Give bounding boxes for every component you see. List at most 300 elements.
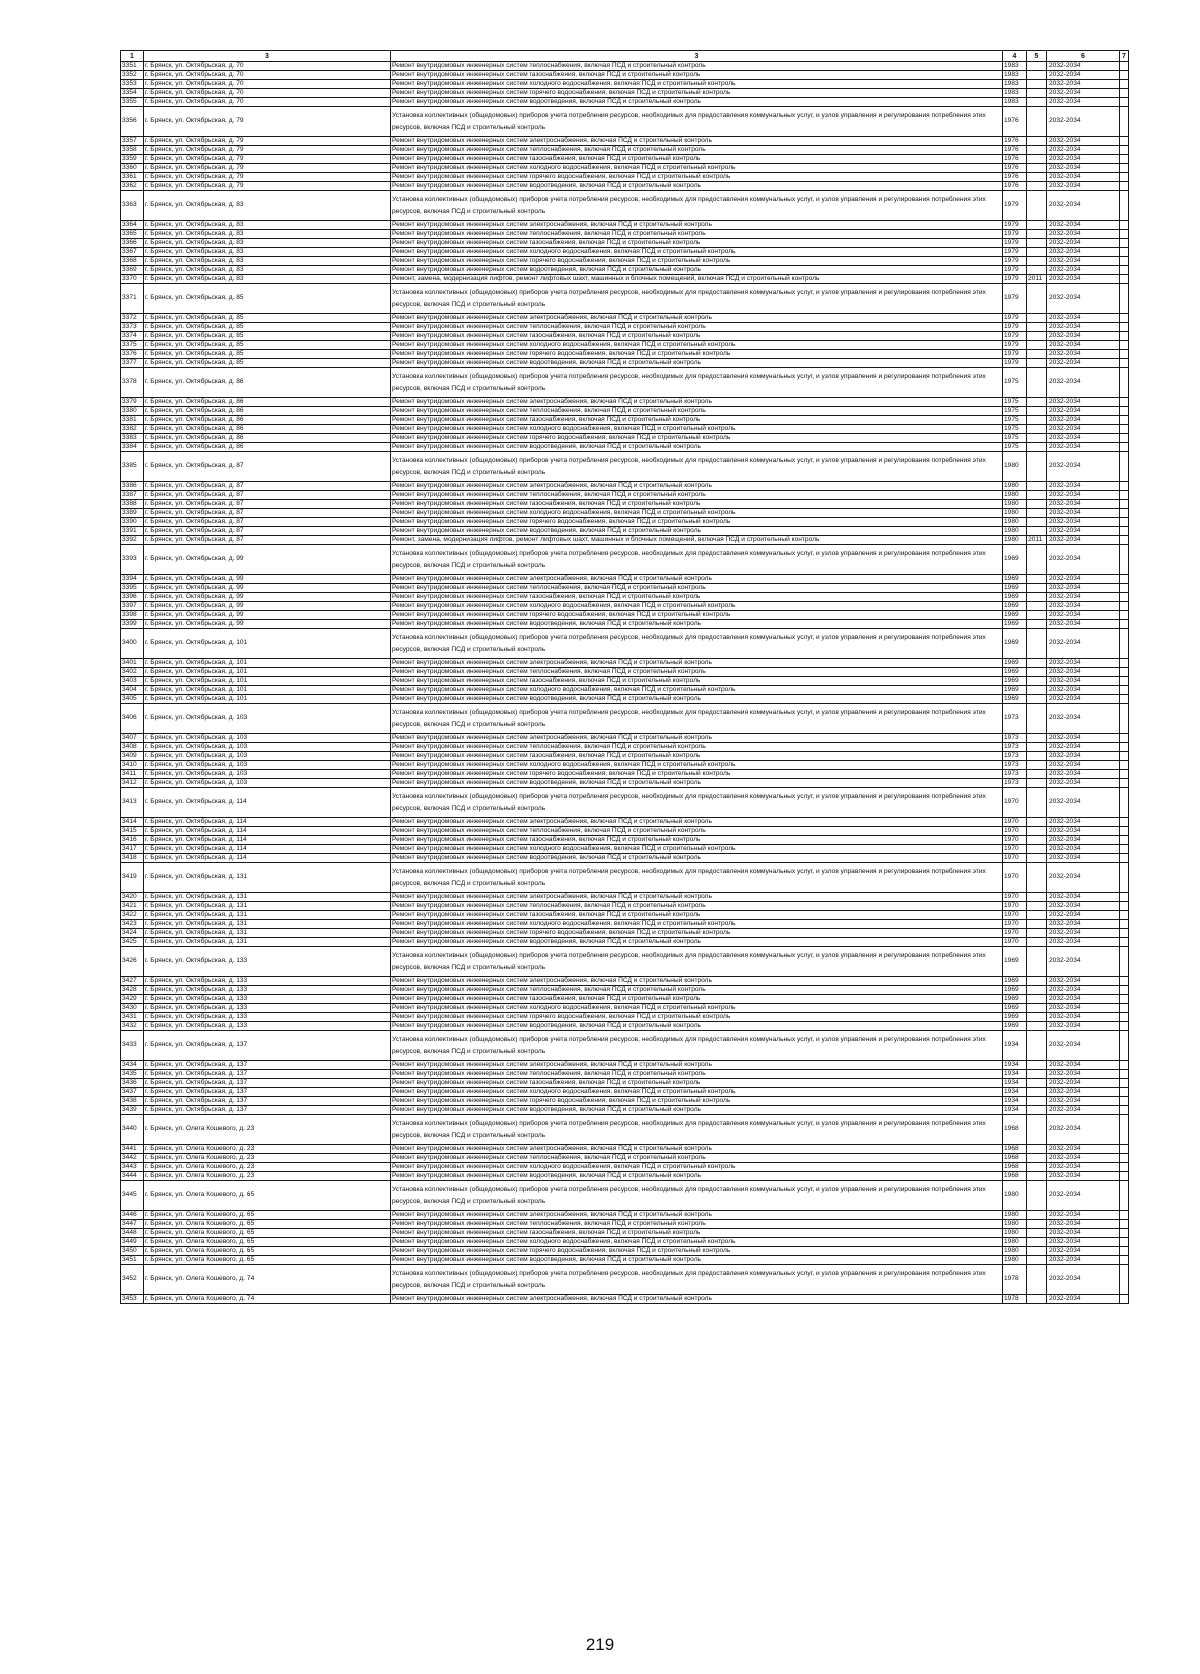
work-type-cell: Ремонт внутридомовых инженерных систем теплоснабжения, включая ПСД и строительный контроль	[391, 62, 1003, 71]
column-7-cell	[1120, 350, 1129, 359]
planned-period-cell: 2032-2034	[1047, 509, 1120, 518]
year-built-cell: 1983	[1003, 98, 1027, 107]
planned-period-cell: 2032-2034	[1047, 659, 1120, 668]
work-type-cell: Ремонт внутридомовых инженерных систем холодного водоснабжения, включая ПСД и строительный контроль	[391, 509, 1003, 518]
column-5-cell	[1027, 827, 1047, 836]
table-row	[121, 452, 1129, 482]
address-cell: г. Брянск, ул. Октябрьская, д. 85	[144, 284, 391, 314]
column-5-cell	[1027, 1088, 1047, 1097]
planned-period-cell: 2032-2034	[1047, 770, 1120, 779]
row-number-cell: 3441	[121, 1145, 144, 1154]
table-row	[121, 239, 1129, 248]
column-5-cell	[1027, 1181, 1047, 1211]
column-5-cell	[1027, 677, 1047, 686]
planned-period-cell: 2032-2034	[1047, 1256, 1120, 1265]
row-number-cell: 3444	[121, 1172, 144, 1181]
address-cell: г. Брянск, ул. Октябрьская, д. 137	[144, 1031, 391, 1061]
address-cell: г. Брянск, ул. Октябрьская, д. 70	[144, 98, 391, 107]
address-cell: г. Брянск, ул. Октябрьская, д. 79	[144, 155, 391, 164]
planned-period-cell: 2032-2034	[1047, 629, 1120, 659]
address-cell: г. Брянск, ул. Октябрьская, д. 86	[144, 434, 391, 443]
planned-period-cell: 2032-2034	[1047, 107, 1120, 137]
row-number-cell: 3435	[121, 1070, 144, 1079]
column-5-cell	[1027, 398, 1047, 407]
year-built-cell: 1980	[1003, 491, 1027, 500]
year-built-cell: 1969	[1003, 1013, 1027, 1022]
column-5-cell	[1027, 686, 1047, 695]
year-built-cell: 1968	[1003, 1172, 1027, 1181]
row-number-cell: 3409	[121, 752, 144, 761]
column-5-cell	[1027, 629, 1047, 659]
table-row	[121, 146, 1129, 155]
column-5-cell	[1027, 929, 1047, 938]
table-row	[121, 284, 1129, 314]
table-row	[121, 677, 1129, 686]
work-type-cell: Ремонт внутридомовых инженерных систем электроснабжения, включая ПСД и строительный контроль	[391, 1295, 1003, 1304]
address-cell: г. Брянск, ул. Октябрьская, д. 137	[144, 1097, 391, 1106]
row-number-cell: 3369	[121, 266, 144, 275]
column-7-cell	[1120, 314, 1129, 323]
work-type-cell: Ремонт внутридомовых инженерных систем холодного водоснабжения, включая ПСД и строительный контроль	[391, 425, 1003, 434]
column-5-cell	[1027, 332, 1047, 341]
work-type-cell: Ремонт внутридомовых инженерных систем электроснабжения, включая ПСД и строительный контроль	[391, 221, 1003, 230]
planned-period-cell: 2032-2034	[1047, 1163, 1120, 1172]
row-number-cell: 3421	[121, 902, 144, 911]
column-7-cell	[1120, 929, 1129, 938]
work-type-cell: Ремонт внутридомовых инженерных систем теплоснабжения, включая ПСД и строительный контроль	[391, 146, 1003, 155]
year-built-cell: 1934	[1003, 1097, 1027, 1106]
column-5-cell	[1027, 584, 1047, 593]
planned-period-cell: 2032-2034	[1047, 284, 1120, 314]
work-type-cell: Ремонт внутридомовых инженерных систем электроснабжения, включая ПСД и строительный контроль	[391, 137, 1003, 146]
table-row	[121, 443, 1129, 452]
row-number-cell: 3450	[121, 1247, 144, 1256]
planned-period-cell: 2032-2034	[1047, 818, 1120, 827]
work-type-cell: Ремонт внутридомовых инженерных систем газоснабжения, включая ПСД и строительный контроль	[391, 332, 1003, 341]
column-7-cell	[1120, 1256, 1129, 1265]
address-cell: г. Брянск, ул. Октябрьская, д. 70	[144, 80, 391, 89]
year-built-cell: 1978	[1003, 1295, 1027, 1304]
planned-period-cell: 2032-2034	[1047, 1031, 1120, 1061]
work-type-cell: Ремонт внутридомовых инженерных систем горячего водоснабжения, включая ПСД и строительный контроль	[391, 89, 1003, 98]
address-cell: г. Брянск, ул. Октябрьская, д. 99	[144, 602, 391, 611]
table-row	[121, 920, 1129, 929]
table-row	[121, 620, 1129, 629]
column-5-cell	[1027, 80, 1047, 89]
planned-period-cell: 2032-2034	[1047, 929, 1120, 938]
planned-period-cell: 2032-2034	[1047, 1172, 1120, 1181]
year-built-cell: 1979	[1003, 230, 1027, 239]
row-number-cell: 3363	[121, 191, 144, 221]
address-cell: г. Брянск, ул. Октябрьская, д. 114	[144, 827, 391, 836]
planned-period-cell: 2032-2034	[1047, 938, 1120, 947]
column-7-cell	[1120, 1172, 1129, 1181]
column-5-cell	[1027, 518, 1047, 527]
planned-period-cell: 2032-2034	[1047, 536, 1120, 545]
year-built-cell: 1968	[1003, 1145, 1027, 1154]
column-5-cell	[1027, 314, 1047, 323]
year-built-cell: 1980	[1003, 1229, 1027, 1238]
table-row	[121, 836, 1129, 845]
column-7-cell	[1120, 986, 1129, 995]
row-number-cell: 3451	[121, 1256, 144, 1265]
column-5-cell	[1027, 452, 1047, 482]
header-cell: 3	[144, 51, 391, 62]
column-7-cell	[1120, 164, 1129, 173]
work-type-cell: Ремонт внутридомовых инженерных систем теплоснабжения, включая ПСД и строительный контроль	[391, 230, 1003, 239]
planned-period-cell: 2032-2034	[1047, 947, 1120, 977]
year-built-cell: 1980	[1003, 536, 1027, 545]
table-row	[121, 629, 1129, 659]
column-7-cell	[1120, 146, 1129, 155]
table-row	[121, 527, 1129, 536]
address-cell: г. Брянск, ул. Октябрьская, д. 131	[144, 929, 391, 938]
work-type-cell: Ремонт внутридомовых инженерных систем водоотведения, включая ПСД и строительный контроль	[391, 1256, 1003, 1265]
column-5-cell	[1027, 779, 1047, 788]
row-number-cell: 3406	[121, 704, 144, 734]
row-number-cell: 3362	[121, 182, 144, 191]
planned-period-cell: 2032-2034	[1047, 230, 1120, 239]
address-cell: г. Брянск, ул. Октябрьская, д. 137	[144, 1061, 391, 1070]
column-5-cell	[1027, 425, 1047, 434]
work-type-cell: Установка коллективных (общедомовых) приборов учета потребления ресурсов, необходимых для предоставления коммунальных услуг, и узлов управления и регулирования потребления этих ресурсов, включая ПСД и строительный контроль	[391, 1031, 1003, 1061]
column-5-cell	[1027, 1220, 1047, 1229]
planned-period-cell: 2032-2034	[1047, 98, 1120, 107]
column-7-cell	[1120, 266, 1129, 275]
planned-period-cell: 2032-2034	[1047, 1097, 1120, 1106]
table-row	[121, 398, 1129, 407]
address-cell: г. Брянск, ул. Октябрьская, д. 87	[144, 482, 391, 491]
column-7-cell	[1120, 1295, 1129, 1304]
year-built-cell: 1980	[1003, 527, 1027, 536]
table-row	[121, 491, 1129, 500]
column-7-cell	[1120, 1013, 1129, 1022]
year-built-cell: 1970	[1003, 911, 1027, 920]
work-type-cell: Ремонт внутридомовых инженерных систем водоотведения, включая ПСД и строительный контроль	[391, 938, 1003, 947]
column-7-cell	[1120, 137, 1129, 146]
column-5-cell	[1027, 761, 1047, 770]
planned-period-cell: 2032-2034	[1047, 1265, 1120, 1295]
table-row	[121, 221, 1129, 230]
address-cell: г. Брянск, ул. Октябрьская, д. 131	[144, 920, 391, 929]
year-built-cell: 1980	[1003, 452, 1027, 482]
work-type-cell: Ремонт внутридомовых инженерных систем водоотведения, включая ПСД и строительный контроль	[391, 98, 1003, 107]
table-row	[121, 275, 1129, 284]
column-5-cell	[1027, 1172, 1047, 1181]
column-5-cell	[1027, 920, 1047, 929]
planned-period-cell: 2032-2034	[1047, 173, 1120, 182]
column-7-cell	[1120, 239, 1129, 248]
planned-period-cell: 2032-2034	[1047, 1061, 1120, 1070]
address-cell: г. Брянск, ул. Октябрьская, д. 87	[144, 509, 391, 518]
row-number-cell: 3402	[121, 668, 144, 677]
work-type-cell: Ремонт внутридомовых инженерных систем теплоснабжения, включая ПСД и строительный контроль	[391, 743, 1003, 752]
work-type-cell: Ремонт внутридомовых инженерных систем газоснабжения, включая ПСД и строительный контроль	[391, 995, 1003, 1004]
year-built-cell: 1975	[1003, 368, 1027, 398]
work-type-cell: Ремонт внутридомовых инженерных систем теплоснабжения, включая ПСД и строительный контроль	[391, 1154, 1003, 1163]
address-cell: г. Брянск, ул. Октябрьская, д. 79	[144, 146, 391, 155]
column-5-cell	[1027, 1145, 1047, 1154]
work-type-cell: Ремонт внутридомовых инженерных систем водоотведения, включая ПСД и строительный контроль	[391, 266, 1003, 275]
row-number-cell: 3425	[121, 938, 144, 947]
row-number-cell: 3396	[121, 593, 144, 602]
column-5-cell	[1027, 704, 1047, 734]
column-5-cell	[1027, 986, 1047, 995]
work-type-cell: Установка коллективных (общедомовых) приборов учета потребления ресурсов, необходимых для предоставления коммунальных услуг, и узлов управления и регулирования потребления этих ресурсов, включая ПСД и строительный контроль	[391, 863, 1003, 893]
row-number-cell: 3400	[121, 629, 144, 659]
year-built-cell: 1980	[1003, 1181, 1027, 1211]
column-7-cell	[1120, 434, 1129, 443]
year-built-cell: 1973	[1003, 779, 1027, 788]
year-built-cell: 1980	[1003, 1247, 1027, 1256]
year-built-cell: 1979	[1003, 221, 1027, 230]
column-7-cell	[1120, 1247, 1129, 1256]
row-number-cell: 3401	[121, 659, 144, 668]
year-built-cell: 1969	[1003, 629, 1027, 659]
table-row	[121, 350, 1129, 359]
work-type-cell: Ремонт внутридомовых инженерных систем водоотведения, включая ПСД и строительный контроль	[391, 695, 1003, 704]
address-cell: г. Брянск, ул. Олега Кошевого, д. 65	[144, 1229, 391, 1238]
column-7-cell	[1120, 575, 1129, 584]
row-number-cell: 3423	[121, 920, 144, 929]
year-built-cell: 1969	[1003, 986, 1027, 995]
row-number-cell: 3438	[121, 1097, 144, 1106]
table-row	[121, 584, 1129, 593]
table-row	[121, 575, 1129, 584]
row-number-cell: 3428	[121, 986, 144, 995]
column-5-cell	[1027, 1229, 1047, 1238]
column-5-cell	[1027, 62, 1047, 71]
address-cell: г. Брянск, ул. Олега Кошевого, д. 23	[144, 1172, 391, 1181]
year-built-cell: 1970	[1003, 863, 1027, 893]
table-row	[121, 257, 1129, 266]
table-row	[121, 752, 1129, 761]
table-row	[121, 62, 1129, 71]
year-built-cell: 1978	[1003, 1265, 1027, 1295]
planned-period-cell: 2032-2034	[1047, 164, 1120, 173]
table-row	[121, 1013, 1129, 1022]
column-7-cell	[1120, 1031, 1129, 1061]
table-row	[121, 1211, 1129, 1220]
table-row	[121, 1295, 1129, 1304]
planned-period-cell: 2032-2034	[1047, 1295, 1120, 1304]
column-7-cell	[1120, 341, 1129, 350]
column-5-cell	[1027, 1004, 1047, 1013]
address-cell: г. Брянск, ул. Олега Кошевого, д. 65	[144, 1256, 391, 1265]
address-cell: г. Брянск, ул. Октябрьская, д. 83	[144, 230, 391, 239]
table-row	[121, 734, 1129, 743]
year-built-cell: 1979	[1003, 314, 1027, 323]
table-row	[121, 770, 1129, 779]
table-row	[121, 938, 1129, 947]
row-number-cell: 3414	[121, 818, 144, 827]
row-number-cell: 3361	[121, 173, 144, 182]
row-number-cell: 3442	[121, 1154, 144, 1163]
planned-period-cell: 2032-2034	[1047, 323, 1120, 332]
planned-period-cell: 2032-2034	[1047, 611, 1120, 620]
column-7-cell	[1120, 977, 1129, 986]
table-row	[121, 137, 1129, 146]
year-built-cell: 1979	[1003, 332, 1027, 341]
row-number-cell: 3371	[121, 284, 144, 314]
row-number-cell: 3367	[121, 248, 144, 257]
work-type-cell: Ремонт внутридомовых инженерных систем теплоснабжения, включая ПСД и строительный контроль	[391, 1070, 1003, 1079]
column-7-cell	[1120, 527, 1129, 536]
column-7-cell	[1120, 230, 1129, 239]
column-5-cell	[1027, 230, 1047, 239]
year-built-cell: 1970	[1003, 854, 1027, 863]
row-number-cell: 3386	[121, 482, 144, 491]
column-7-cell	[1120, 770, 1129, 779]
year-built-cell: 1979	[1003, 257, 1027, 266]
year-built-cell: 1976	[1003, 173, 1027, 182]
address-cell: г. Брянск, ул. Октябрьская, д. 87	[144, 500, 391, 509]
column-5-cell	[1027, 1013, 1047, 1022]
table-row	[121, 407, 1129, 416]
column-7-cell	[1120, 1061, 1129, 1070]
column-5-cell	[1027, 71, 1047, 80]
table-row	[121, 1022, 1129, 1031]
column-7-cell	[1120, 368, 1129, 398]
row-number-cell: 3452	[121, 1265, 144, 1295]
planned-period-cell: 2032-2034	[1047, 743, 1120, 752]
table-row	[121, 779, 1129, 788]
row-number-cell: 3384	[121, 443, 144, 452]
work-type-cell: Ремонт внутридомовых инженерных систем газоснабжения, включая ПСД и строительный контроль	[391, 1229, 1003, 1238]
table-row	[121, 977, 1129, 986]
year-built-cell: 1980	[1003, 1211, 1027, 1220]
row-number-cell: 3378	[121, 368, 144, 398]
table-row	[121, 71, 1129, 80]
address-cell: г. Брянск, ул. Октябрьская, д. 83	[144, 248, 391, 257]
column-7-cell	[1120, 752, 1129, 761]
table-row	[121, 1238, 1129, 1247]
year-built-cell: 1973	[1003, 743, 1027, 752]
table-row	[121, 107, 1129, 137]
column-5-cell	[1027, 407, 1047, 416]
planned-period-cell: 2032-2034	[1047, 452, 1120, 482]
year-built-cell: 1975	[1003, 434, 1027, 443]
table-row	[121, 659, 1129, 668]
work-type-cell: Ремонт, замена, модернизация лифтов, ремонт лифтовых шахт, машинных и блочных помещений, включая ПСД и строительный контроль	[391, 536, 1003, 545]
address-cell: г. Брянск, ул. Олега Кошевого, д. 74	[144, 1265, 391, 1295]
column-7-cell	[1120, 1004, 1129, 1013]
table-row	[121, 416, 1129, 425]
column-7-cell	[1120, 863, 1129, 893]
year-built-cell: 1979	[1003, 284, 1027, 314]
address-cell: г. Брянск, ул. Октябрьская, д. 86	[144, 425, 391, 434]
address-cell: г. Брянск, ул. Октябрьская, д. 114	[144, 818, 391, 827]
row-number-cell: 3412	[121, 779, 144, 788]
work-type-cell: Ремонт внутридомовых инженерных систем горячего водоснабжения, включая ПСД и строительный контроль	[391, 929, 1003, 938]
year-built-cell: 1969	[1003, 575, 1027, 584]
year-built-cell: 1983	[1003, 62, 1027, 71]
column-7-cell	[1120, 500, 1129, 509]
table-row	[121, 359, 1129, 368]
column-5-cell	[1027, 1295, 1047, 1304]
column-7-cell	[1120, 359, 1129, 368]
column-5-cell	[1027, 836, 1047, 845]
work-type-cell: Ремонт внутридомовых инженерных систем водоотведения, включая ПСД и строительный контроль	[391, 1172, 1003, 1181]
row-number-cell: 3372	[121, 314, 144, 323]
column-5-cell	[1027, 221, 1047, 230]
year-built-cell: 1970	[1003, 902, 1027, 911]
address-cell: г. Брянск, ул. Октябрьская, д. 103	[144, 743, 391, 752]
column-5-cell	[1027, 863, 1047, 893]
column-7-cell	[1120, 332, 1129, 341]
table-row	[121, 947, 1129, 977]
column-5-cell	[1027, 854, 1047, 863]
row-number-cell: 3355	[121, 98, 144, 107]
work-type-cell: Ремонт внутридомовых инженерных систем холодного водоснабжения, включая ПСД и строительный контроль	[391, 1238, 1003, 1247]
address-cell: г. Брянск, ул. Октябрьская, д. 83	[144, 239, 391, 248]
address-cell: г. Брянск, ул. Октябрьская, д. 83	[144, 266, 391, 275]
column-7-cell	[1120, 1154, 1129, 1163]
year-built-cell: 1970	[1003, 938, 1027, 947]
address-cell: г. Брянск, ул. Октябрьская, д. 131	[144, 893, 391, 902]
table-row	[121, 911, 1129, 920]
planned-period-cell: 2032-2034	[1047, 62, 1120, 71]
address-cell: г. Брянск, ул. Октябрьская, д. 85	[144, 359, 391, 368]
work-type-cell: Установка коллективных (общедомовых) приборов учета потребления ресурсов, необходимых для предоставления коммунальных услуг, и узлов управления и регулирования потребления этих ресурсов, включая ПСД и строительный контроль	[391, 368, 1003, 398]
year-built-cell: 1973	[1003, 704, 1027, 734]
table-row	[121, 164, 1129, 173]
row-number-cell: 3404	[121, 686, 144, 695]
column-5-cell	[1027, 995, 1047, 1004]
table-row	[121, 500, 1129, 509]
work-type-cell: Ремонт внутридомовых инженерных систем электроснабжения, включая ПСД и строительный контроль	[391, 314, 1003, 323]
year-built-cell: 1969	[1003, 545, 1027, 575]
row-number-cell: 3351	[121, 62, 144, 71]
planned-period-cell: 2032-2034	[1047, 1079, 1120, 1088]
column-7-cell	[1120, 995, 1129, 1004]
planned-period-cell: 2032-2034	[1047, 221, 1120, 230]
year-built-cell: 1979	[1003, 266, 1027, 275]
table-row	[121, 518, 1129, 527]
address-cell: г. Брянск, ул. Октябрьская, д. 70	[144, 62, 391, 71]
work-type-cell: Ремонт внутридомовых инженерных систем электроснабжения, включая ПСД и строительный контроль	[391, 482, 1003, 491]
planned-period-cell: 2032-2034	[1047, 1088, 1120, 1097]
column-5-cell	[1027, 902, 1047, 911]
planned-period-cell: 2032-2034	[1047, 677, 1120, 686]
work-type-cell: Ремонт внутридомовых инженерных систем холодного водоснабжения, включая ПСД и строительный контроль	[391, 164, 1003, 173]
planned-period-cell: 2032-2034	[1047, 341, 1120, 350]
planned-period-cell: 2032-2034	[1047, 239, 1120, 248]
column-7-cell	[1120, 80, 1129, 89]
planned-period-cell: 2032-2034	[1047, 668, 1120, 677]
column-7-cell	[1120, 536, 1129, 545]
table-row	[121, 818, 1129, 827]
planned-period-cell: 2032-2034	[1047, 434, 1120, 443]
page-number: 219	[585, 1635, 615, 1654]
column-7-cell	[1120, 221, 1129, 230]
work-type-cell: Ремонт внутридомовых инженерных систем теплоснабжения, включая ПСД и строительный контроль	[391, 1220, 1003, 1229]
row-number-cell: 3443	[121, 1163, 144, 1172]
column-7-cell	[1120, 1088, 1129, 1097]
work-type-cell: Ремонт внутридомовых инженерных систем горячего водоснабжения, включая ПСД и строительный контроль	[391, 1013, 1003, 1022]
address-cell: г. Брянск, ул. Октябрьская, д. 114	[144, 788, 391, 818]
address-cell: г. Брянск, ул. Октябрьская, д. 70	[144, 89, 391, 98]
year-built-cell: 1969	[1003, 611, 1027, 620]
address-cell: г. Брянск, ул. Октябрьская, д. 83	[144, 191, 391, 221]
column-5-cell	[1027, 893, 1047, 902]
column-5-cell	[1027, 977, 1047, 986]
column-5-cell	[1027, 107, 1047, 137]
planned-period-cell: 2032-2034	[1047, 416, 1120, 425]
year-built-cell: 1976	[1003, 137, 1027, 146]
work-type-cell: Ремонт, замена, модернизация лифтов, ремонт лифтовых шахт, машинных и блочных помещений, включая ПСД и строительный контроль	[391, 275, 1003, 284]
year-built-cell: 1969	[1003, 668, 1027, 677]
